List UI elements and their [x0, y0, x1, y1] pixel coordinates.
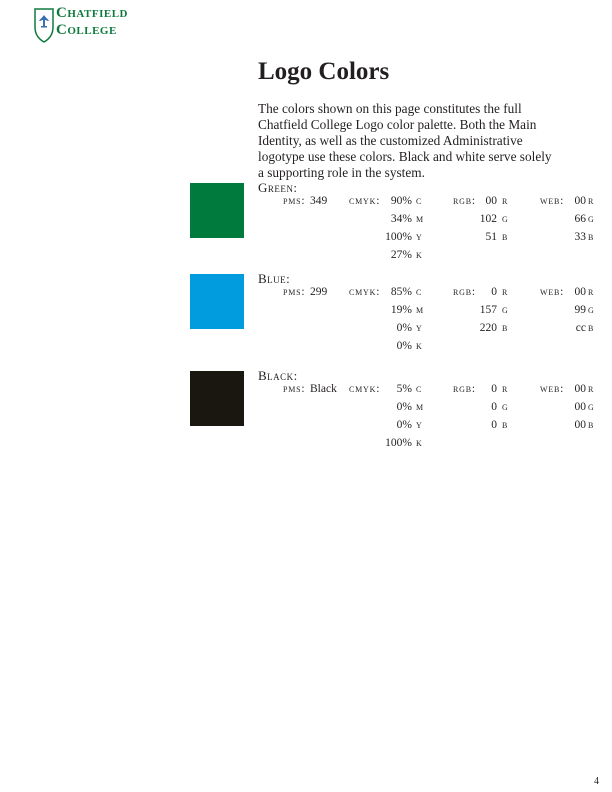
rgb-value: 0: [491, 286, 497, 298]
cmyk-channel: y: [416, 419, 423, 431]
intro-paragraph: The colors shown on this page constitutes the full Chatfield College Logo color palette. Both the Main Identity, as well as the customized Administrative logotype use these colors. Black and white serve solely a supporting role in the system.: [258, 101, 552, 180]
color-spec-row: [0, 383, 612, 401]
rgb-label: rgb:: [453, 383, 476, 395]
cmyk-channel: k: [416, 437, 423, 449]
pms-value: 299: [310, 286, 328, 298]
web-channel: r: [588, 195, 594, 207]
cmyk-channel: c: [416, 195, 422, 207]
cmyk-channel: m: [416, 213, 424, 225]
cmyk-value: 0%: [396, 322, 412, 334]
cmyk-channel: k: [416, 249, 423, 261]
web-channel: b: [588, 231, 594, 243]
cmyk-channel: k: [416, 340, 423, 352]
pms-value: Black: [310, 383, 337, 395]
rgb-label: rgb:: [453, 286, 476, 298]
rgb-channel: r: [502, 383, 508, 395]
cmyk-channel: m: [416, 304, 424, 316]
rgb-channel: b: [502, 419, 508, 431]
web-channel: g: [588, 213, 595, 225]
color-spec-row: [0, 213, 612, 231]
web-value: 00: [574, 401, 586, 413]
color-spec-row: [0, 322, 612, 340]
web-value: 99: [574, 304, 586, 316]
web-channel: b: [588, 419, 594, 431]
color-spec-row: [0, 249, 612, 267]
cmyk-label: cmyk:: [349, 286, 381, 298]
rgb-label: rgb:: [453, 195, 476, 207]
cmyk-value: 34%: [390, 213, 412, 225]
web-channel: r: [588, 383, 594, 395]
web-label: web:: [540, 195, 565, 207]
rgb-channel: r: [502, 195, 508, 207]
page-number: 4: [594, 776, 599, 787]
color-spec-row: [0, 286, 612, 304]
color-spec-row: [0, 340, 612, 358]
rgb-channel: b: [502, 231, 508, 243]
rgb-value: 220: [479, 322, 497, 334]
cmyk-channel: y: [416, 322, 423, 334]
cmyk-label: cmyk:: [349, 195, 381, 207]
rgb-channel: g: [502, 401, 509, 413]
cmyk-channel: c: [416, 286, 422, 298]
color-name: Black:: [258, 368, 298, 383]
chatfield-college-logo: [34, 5, 154, 49]
web-value: 00: [574, 383, 586, 395]
shield-icon: [34, 7, 54, 43]
pms-label: pms:: [283, 383, 306, 395]
color-name: Blue:: [258, 271, 291, 286]
rgb-value: 00: [485, 195, 497, 207]
logo-wordmark-line1: Chatfield: [56, 5, 128, 21]
rgb-value: 51: [485, 231, 497, 243]
color-spec-row: [0, 437, 612, 455]
color-spec-row: [0, 231, 612, 249]
cmyk-value: 27%: [390, 249, 412, 261]
rgb-channel: g: [502, 304, 509, 316]
rgb-value: 102: [479, 213, 497, 225]
cmyk-value: 90%: [390, 195, 412, 207]
color-spec-row: [0, 195, 612, 213]
cmyk-value: 19%: [390, 304, 412, 316]
rgb-value: 0: [491, 401, 497, 413]
cmyk-value: 0%: [396, 401, 412, 413]
web-value: 00: [574, 419, 586, 431]
cmyk-value: 85%: [390, 286, 412, 298]
rgb-channel: g: [502, 213, 509, 225]
web-value: 00: [574, 286, 586, 298]
rgb-channel: b: [502, 322, 508, 334]
cmyk-channel: c: [416, 383, 422, 395]
web-channel: g: [588, 401, 595, 413]
color-spec-row: [0, 419, 612, 437]
cmyk-value: 100%: [385, 231, 412, 243]
web-channel: r: [588, 286, 594, 298]
web-channel: g: [588, 304, 595, 316]
color-spec-row: [0, 401, 612, 419]
cmyk-channel: m: [416, 401, 424, 413]
color-spec-row: [0, 304, 612, 322]
web-value: 00: [574, 195, 586, 207]
rgb-value: 157: [479, 304, 497, 316]
cmyk-value: 5%: [396, 383, 412, 395]
rgb-value: 0: [491, 383, 497, 395]
rgb-channel: r: [502, 286, 508, 298]
web-value: cc: [575, 322, 586, 334]
logo-wordmark-line2: College: [56, 22, 117, 38]
cmyk-label: cmyk:: [349, 383, 381, 395]
color-name: Green:: [258, 180, 298, 195]
web-label: web:: [540, 286, 565, 298]
rgb-value: 0: [491, 419, 497, 431]
web-value: 33: [574, 231, 586, 243]
web-value: 66: [574, 213, 586, 225]
cmyk-value: 0%: [396, 340, 412, 352]
page-title: Logo Colors: [258, 58, 390, 85]
cmyk-value: 0%: [396, 419, 412, 431]
pms-value: 349: [310, 195, 328, 207]
cmyk-channel: y: [416, 231, 423, 243]
web-channel: b: [588, 322, 594, 334]
pms-label: pms:: [283, 286, 306, 298]
pms-label: pms:: [283, 195, 306, 207]
cmyk-value: 100%: [385, 437, 412, 449]
web-label: web:: [540, 383, 565, 395]
